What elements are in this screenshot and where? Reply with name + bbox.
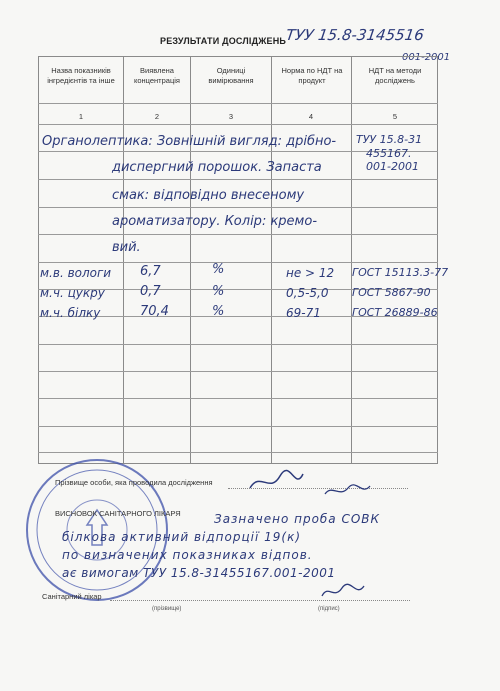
- row-norm: 69-71: [286, 306, 321, 320]
- row-divider: [38, 371, 438, 372]
- column-number: 1: [78, 112, 84, 121]
- column-number: 3: [228, 112, 234, 121]
- column-divider: [271, 56, 272, 464]
- column-number: 4: [308, 112, 314, 121]
- row-divider: [38, 398, 438, 399]
- row-method: ГОСТ 15113.3-77: [352, 266, 449, 279]
- row-divider: [38, 234, 438, 235]
- results-table: [38, 56, 438, 464]
- surname-caption: (прізвище): [152, 606, 182, 612]
- title-handwritten-spec-suffix: 001-2001: [402, 52, 451, 63]
- row-divider: [38, 207, 438, 208]
- row-unit: %: [212, 304, 225, 319]
- row-name: м.в. вологи: [40, 266, 112, 280]
- row-value: 0,7: [140, 284, 161, 299]
- analyst-signature: [245, 466, 305, 496]
- analyst-label: Прізвище особи, яка проводила дослідження: [55, 478, 213, 487]
- row-value: 70,4: [140, 304, 169, 319]
- column-divider: [190, 56, 191, 464]
- organoleptic-method: ТУУ 15.8-31: [356, 133, 423, 146]
- doctor-label: Санітарний лікар: [42, 592, 102, 601]
- organoleptic-line: диспергний порошок. Запаста: [112, 160, 322, 175]
- column-header-concentration: Виявлена концентрація: [133, 66, 180, 85]
- row-divider: [38, 262, 438, 263]
- conclusion-line: білкова активний відпорції 19(к): [62, 530, 301, 544]
- row-divider: [38, 124, 438, 125]
- column-header-method: НДТ на методи досліджень: [368, 66, 422, 85]
- page-title: РЕЗУЛЬТАТИ ДОСЛІДЖЕНЬ: [160, 36, 287, 46]
- row-divider: [38, 426, 438, 427]
- column-number: 5: [392, 112, 398, 121]
- organoleptic-line: Органолептика: Зовнішній вигляд: дрібно-: [42, 134, 337, 149]
- row-divider: [38, 179, 438, 180]
- conclusion-line: Зазначено проба СОВК: [214, 512, 381, 526]
- organoleptic-line: смак: відповідно внесеному: [112, 188, 305, 203]
- row-method: ГОСТ 26889-86: [352, 306, 438, 319]
- row-divider: [38, 452, 438, 453]
- row-norm: не > 12: [286, 266, 335, 280]
- column-header-name: Назва показників інгредієнтів та інше: [47, 66, 115, 85]
- analyst-signature: [322, 480, 372, 500]
- signature-caption: (підпис): [318, 606, 340, 612]
- row-norm: 0,5-5,0: [286, 286, 329, 300]
- row-value: 6,7: [140, 264, 161, 279]
- conclusion-line: по визначених показниках відпов.: [62, 548, 313, 562]
- organoleptic-method: 001-2001: [366, 160, 419, 173]
- organoleptic-line: вий.: [112, 240, 141, 255]
- organoleptic-line: ароматизатору. Колір: кремо-: [112, 214, 318, 229]
- row-divider: [38, 103, 438, 104]
- row-name: м.ч. цукру: [40, 286, 105, 300]
- conclusion-line: ає вимогам ТУУ 15.8-31455167.001-2001: [62, 566, 336, 580]
- row-divider: [38, 344, 438, 345]
- column-header-units: Одиниці вимірювання: [208, 66, 254, 85]
- column-divider: [351, 56, 352, 464]
- column-header-norm: Норма по НДТ на продукт: [281, 66, 343, 85]
- title-handwritten-spec: ТУУ 15.8-3145516: [284, 26, 426, 44]
- column-number: 2: [154, 112, 160, 121]
- doctor-signature: [318, 580, 368, 602]
- row-name: м.ч. білку: [40, 306, 101, 320]
- row-unit: %: [212, 262, 225, 277]
- conclusion-label: ВИСНОВОК САНІТАРНОГО ЛІКАРЯ: [55, 509, 181, 518]
- row-method: ГОСТ 5867-90: [352, 286, 431, 299]
- organoleptic-method: 455167.: [366, 147, 412, 160]
- column-divider: [123, 56, 124, 464]
- row-unit: %: [212, 284, 225, 299]
